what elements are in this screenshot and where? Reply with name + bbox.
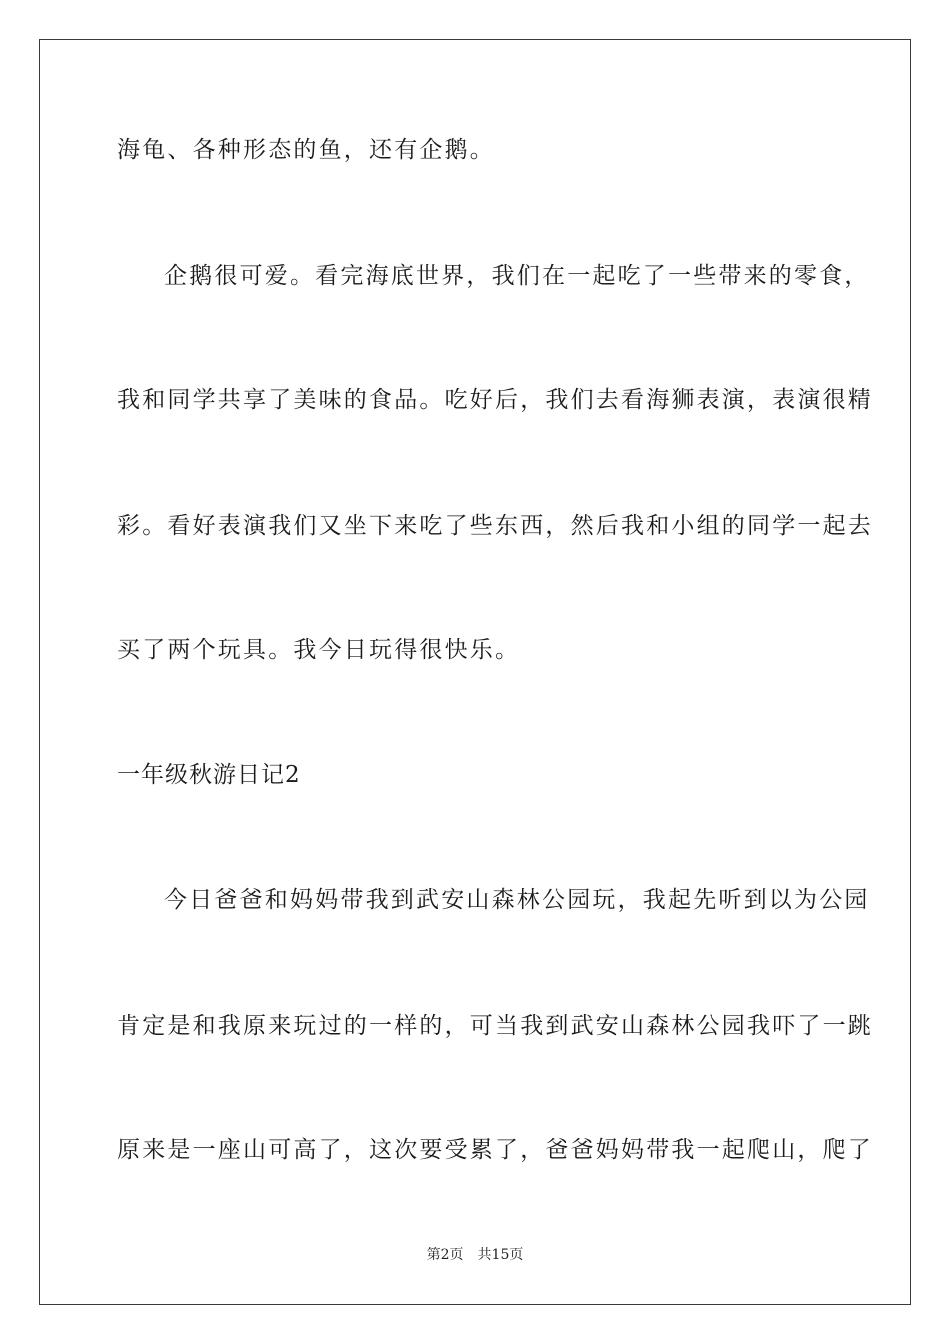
- text-line-4: 彩。看好表演我们又坐下来吃了些东西，然后我和小组的同学一起去: [117, 513, 873, 539]
- section-heading: 一年级秋游日记2: [117, 762, 301, 788]
- page-number: 第2页: [426, 1247, 464, 1263]
- text-line-2: 企鹅很可爱。看完海底世界，我们在一起吃了一些带来的零食，: [164, 263, 870, 289]
- text-line-3: 我和同学共享了美味的食品。吃好后，我们去看海狮表演，表演很精: [117, 387, 873, 413]
- page-footer: [0, 1245, 950, 1265]
- text-line-7: 肯定是和我原来玩过的一样的，可当我到武安山森林公园我吓了一跳: [117, 1013, 873, 1039]
- text-line-5: 买了两个玩具。我今日玩得很快乐。: [117, 637, 521, 663]
- text-line-1: 海龟、各种形态的鱼，还有企鹅。: [117, 137, 495, 163]
- page-total: 共15页: [477, 1247, 524, 1263]
- text-line-8: 原来是一座山可高了，这次要受累了，爸爸妈妈带我一起爬山，爬了: [117, 1137, 873, 1163]
- text-line-6: 今日爸爸和妈妈带我到武安山森林公园玩，我起先听到以为公园: [164, 887, 870, 913]
- page-border: [39, 39, 911, 1305]
